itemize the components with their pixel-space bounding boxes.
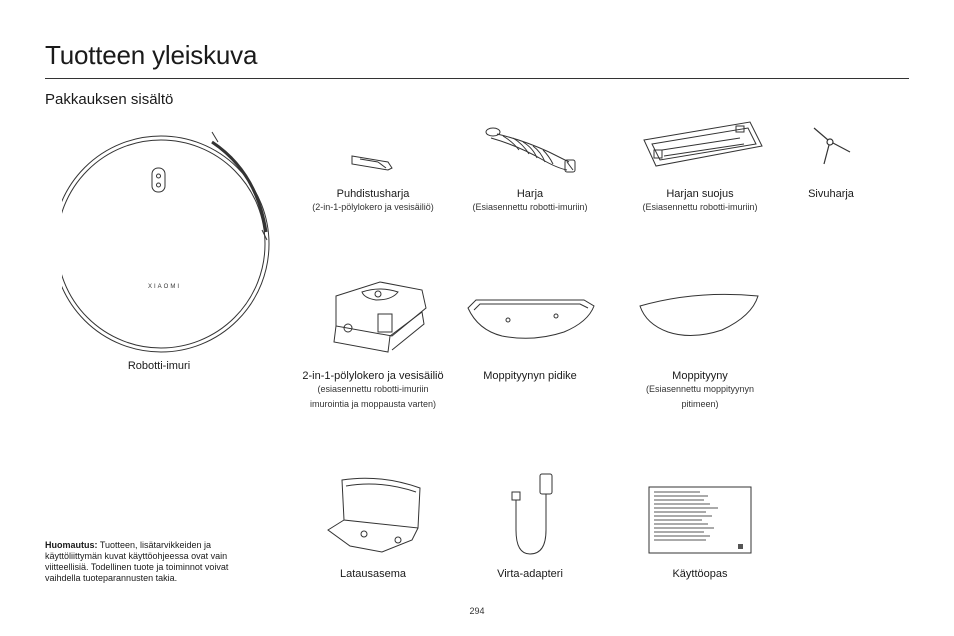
item-sublabel: (Esiasennettu robotti-imuriin) bbox=[472, 202, 588, 212]
robot-vacuum-icon bbox=[62, 122, 272, 362]
item-sublabel: (esiasennettu robotti-imuriin bbox=[317, 384, 429, 394]
robot-vacuum-image bbox=[62, 122, 272, 367]
disclaimer-note bbox=[45, 540, 260, 584]
cleaning-brush-icon bbox=[348, 150, 398, 172]
title-divider bbox=[45, 78, 909, 79]
item-power-adapter bbox=[480, 568, 580, 580]
item-side-brush bbox=[796, 188, 866, 200]
dust-bin-water-tank-icon bbox=[322, 278, 432, 358]
item-dust-bin bbox=[290, 370, 456, 412]
item-label: 2-in-1-pölylokero ja vesisäiliö bbox=[302, 370, 444, 382]
power-adapter-icon bbox=[506, 470, 562, 560]
user-manual-image bbox=[648, 486, 752, 559]
note-lead: Huomautus: bbox=[45, 540, 98, 550]
mop-pad-image bbox=[636, 290, 762, 345]
item-cleaning-brush bbox=[298, 188, 448, 215]
page-title: Tuotteen yleiskuva bbox=[45, 40, 258, 70]
item-sublabel: imurointia ja moppausta varten) bbox=[309, 399, 437, 409]
charging-dock-icon bbox=[320, 470, 430, 560]
section-title: Pakkauksen sisältö bbox=[45, 91, 174, 108]
main-brush-icon bbox=[483, 124, 583, 182]
note-text: Tuotteen, lisätarvikkeiden ja käyttöliittymän kuvat käyttöohjeessa ovat vain viitteellisiä. Todellinen tuote ja toiminnot voivat vaihdella tuoteparannusten takia. bbox=[45, 540, 229, 583]
item-label: Harjan suojus bbox=[666, 188, 734, 200]
item-sublabel: (2-in-1-pölylokero ja vesisäiliö) bbox=[312, 202, 434, 212]
item-label: Käyttöopas bbox=[672, 568, 728, 580]
mop-pad-icon bbox=[636, 290, 762, 340]
item-label: Puhdistusharja bbox=[336, 188, 410, 200]
power-adapter-image bbox=[506, 470, 562, 565]
item-sublabel: (Esiasennettu moppityynyn bbox=[645, 384, 755, 394]
item-sublabel: (Esiasennettu robotti-imuriin) bbox=[642, 202, 758, 212]
robot-brand-logo: XIAOMI bbox=[148, 284, 182, 290]
item-robot-vacuum bbox=[104, 360, 214, 372]
side-brush-icon bbox=[806, 124, 856, 168]
charging-dock-image bbox=[320, 470, 430, 565]
main-brush-image bbox=[483, 124, 583, 187]
mop-holder-image bbox=[464, 294, 598, 347]
user-manual-icon bbox=[648, 486, 752, 554]
item-label: Virta-adapteri bbox=[497, 568, 563, 580]
item-brush-cover bbox=[625, 188, 775, 215]
item-user-manual bbox=[640, 568, 760, 580]
item-mop-holder bbox=[455, 370, 605, 382]
item-label: Robotti-imuri bbox=[127, 360, 191, 372]
item-label: Harja bbox=[516, 188, 544, 200]
brush-cover-image bbox=[640, 120, 766, 175]
brush-cover-icon bbox=[640, 120, 766, 170]
item-main-brush bbox=[455, 188, 605, 215]
item-mop-pad bbox=[625, 370, 775, 412]
mop-holder-icon bbox=[464, 294, 598, 342]
item-sublabel: pitimeen) bbox=[681, 399, 719, 409]
item-label: Sivuharja bbox=[808, 188, 854, 200]
dust-bin-image bbox=[322, 278, 432, 363]
item-label: Moppityyny bbox=[672, 370, 728, 382]
item-label: Latausasema bbox=[339, 568, 407, 580]
item-charging-dock bbox=[318, 568, 428, 580]
page-number: 294 bbox=[469, 606, 485, 616]
cleaning-brush-image bbox=[348, 150, 398, 177]
item-label: Moppityynyn pidike bbox=[483, 370, 577, 382]
side-brush-image bbox=[806, 124, 856, 173]
